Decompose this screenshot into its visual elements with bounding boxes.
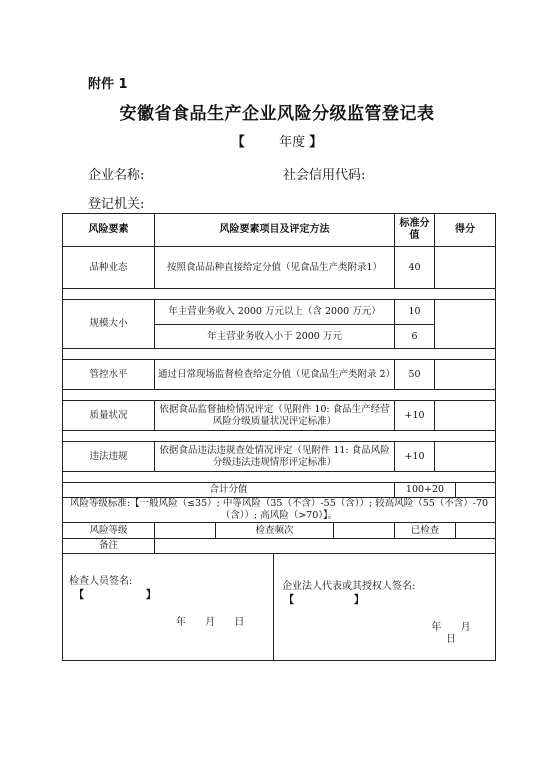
- level-row: [63, 523, 496, 539]
- factor-scale: 规模大小: [63, 300, 155, 349]
- table-row: [63, 300, 496, 325]
- frequency-value[interactable]: [334, 523, 394, 538]
- frequency-label: 检查频次: [216, 523, 334, 538]
- score-variety-cell[interactable]: [435, 247, 496, 289]
- total-row: [63, 483, 496, 498]
- standard-scale-1: 10: [395, 300, 435, 325]
- year-line: [0, 131, 554, 150]
- header-factor: 风险要素: [63, 214, 155, 247]
- inspector-bracket-open: 【: [74, 590, 84, 601]
- grading-row: [63, 498, 496, 523]
- legal-bracket-close: 】: [354, 595, 364, 606]
- standard-illegal: +10: [395, 442, 435, 472]
- method-control: 通过日常现场监督检查给定分值（见食品生产类附录 2）: [155, 360, 395, 390]
- factor-illegal: 违法违规: [63, 442, 155, 472]
- header-standard: 标准分值: [395, 214, 435, 247]
- spacer-row: [63, 349, 496, 360]
- signature-area: [63, 554, 496, 661]
- risk-grading-standard: 风险等级标准:【一般风险（≤35）; 中等风险（35（不含）-55（含））; 较高风险（55（不含）-70（含））; 高风险（>70）】。: [63, 498, 496, 523]
- company-name-label: 企业名称:: [88, 168, 145, 183]
- total-label: 合计分值: [63, 483, 395, 498]
- signature-row: [63, 554, 496, 661]
- spacer-row: [63, 431, 496, 442]
- score-control-cell[interactable]: [435, 360, 496, 390]
- method-variety: 按照食品品种直接给定分值（见食品生产类附录1）: [155, 247, 395, 289]
- score-scale-cell[interactable]: [435, 300, 496, 349]
- remarks-row: [63, 539, 496, 554]
- header-method: 风险要素项目及评定方法: [155, 214, 395, 247]
- credit-code-label: 社会信用代码:: [283, 168, 366, 183]
- method-illegal: 依据食品违法违规查处情况评定（见附件 11: 食品风险分级违法违规情形评定标准）: [155, 442, 395, 472]
- attachment-label: 附件 1: [88, 77, 128, 92]
- score-quality-cell[interactable]: [435, 401, 496, 431]
- risk-level-label: 风险等级: [63, 523, 155, 539]
- score-illegal-cell[interactable]: [435, 442, 496, 472]
- remarks-value[interactable]: [155, 539, 496, 554]
- factor-quality: 质量状况: [63, 401, 155, 431]
- factor-control: 管控水平: [63, 360, 155, 390]
- year-bracket-open: 【: [231, 135, 245, 150]
- inspector-date: 年 月 日: [176, 617, 253, 628]
- table-row: [63, 360, 496, 390]
- table-row: [63, 247, 496, 289]
- standard-scale-2: 6: [395, 325, 435, 349]
- risk-level-split-cell: [155, 523, 395, 539]
- table-header-row: [63, 214, 496, 247]
- risk-register-table: [62, 213, 496, 661]
- table-row: [63, 442, 496, 472]
- standard-quality: +10: [395, 401, 435, 431]
- method-quality: 依据食品监督抽检情况评定（见附件 10: 食品生产经营风险分级质量状况评定标准）: [155, 401, 395, 431]
- legal-signature-label: 企业法人代表或其授权人签名:: [282, 581, 416, 592]
- legal-date: 年 月 日: [431, 622, 479, 645]
- spacer-row: [63, 472, 496, 483]
- total-value: 100+20: [395, 483, 456, 498]
- method-scale-2: 年主营业务收入小于 2000 万元: [155, 325, 395, 349]
- year-bracket-close: 】: [309, 135, 323, 150]
- method-scale-1: 年主营业务收入 2000 万元以上（含 2000 万元）: [155, 300, 395, 325]
- checked-label: 已检查: [395, 523, 456, 539]
- standard-variety: 40: [395, 247, 435, 289]
- factor-variety: 品种业态: [63, 247, 155, 289]
- spacer-row: [63, 289, 496, 300]
- remarks-label: 备注: [63, 539, 155, 554]
- year-label: 年度: [279, 135, 306, 150]
- authority-label: 登记机关:: [88, 197, 145, 212]
- total-score-cell[interactable]: [456, 483, 496, 498]
- header-score: 得分: [435, 214, 496, 247]
- standard-control: 50: [395, 360, 435, 390]
- legal-bracket-open: 【: [284, 595, 294, 606]
- signature-divider: [273, 554, 274, 660]
- inspector-signature-label: 检查人员签名:: [69, 576, 133, 587]
- table-row: [63, 401, 496, 431]
- spacer-row: [63, 390, 496, 401]
- checked-value[interactable]: [456, 523, 496, 539]
- inspector-bracket-close: 】: [146, 590, 156, 601]
- risk-level-value[interactable]: [155, 523, 216, 538]
- form-title: 安徽省食品生产企业风险分级监管登记表: [119, 104, 435, 124]
